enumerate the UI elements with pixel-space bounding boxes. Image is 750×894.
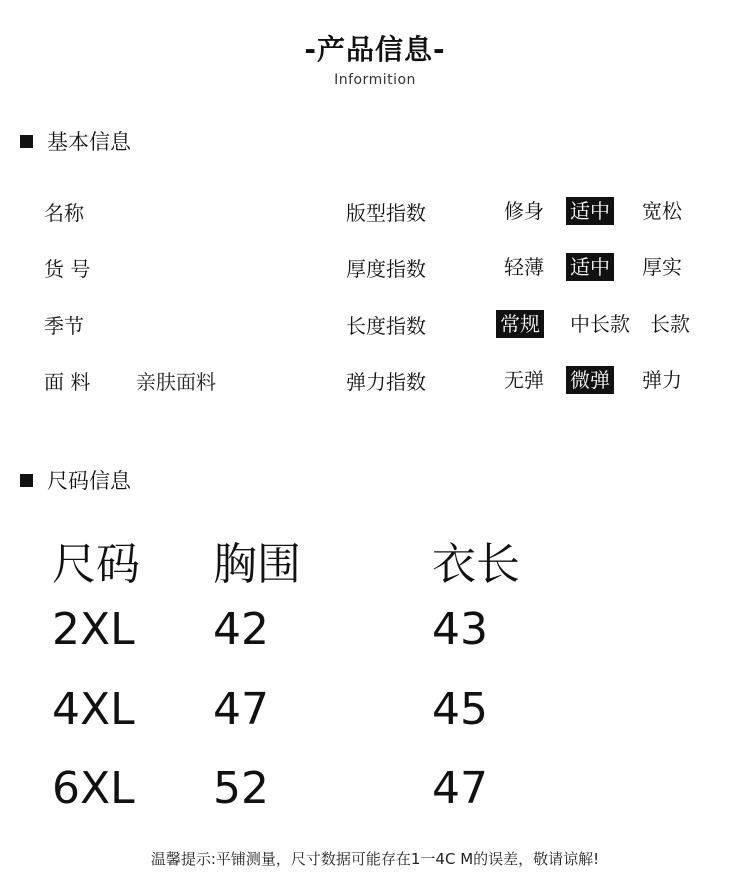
- index-label: 版型指数: [346, 201, 426, 225]
- size-cell: 4XL: [52, 684, 135, 735]
- chest-cell: 42: [213, 604, 269, 655]
- page-title: -产品信息-: [304, 33, 446, 66]
- chest-column-header: 胸围: [213, 539, 301, 590]
- index-option: 轻薄: [504, 255, 544, 279]
- index-label: 弹力指数: [346, 370, 426, 394]
- length-cell: 43: [432, 604, 488, 655]
- table-row: [0, 604, 750, 664]
- basic-row-sku: [0, 253, 750, 283]
- index-label: 厚度指数: [346, 257, 426, 281]
- index-option: 无弹: [504, 368, 544, 392]
- size-info-heading: [20, 465, 131, 495]
- index-option-selected: 常规: [496, 310, 544, 338]
- index-option-selected: 适中: [566, 253, 614, 281]
- index-option-selected: 适中: [566, 197, 614, 225]
- index-option: 弹力: [642, 368, 682, 392]
- basic-key: 面 料: [44, 370, 91, 394]
- size-column-header: 尺码: [52, 539, 140, 590]
- basic-row-season: [0, 310, 750, 340]
- index-option: 修身: [504, 199, 544, 223]
- basic-info-label: 基本信息: [47, 130, 131, 154]
- basic-key: 货 号: [44, 257, 91, 281]
- square-bullet-icon: [20, 135, 33, 148]
- index-option: 厚实: [642, 255, 682, 279]
- size-table-header: [0, 528, 750, 588]
- chest-cell: 52: [213, 763, 269, 814]
- length-cell: 45: [432, 684, 488, 735]
- index-label: 长度指数: [346, 314, 426, 338]
- size-info-label: 尺码信息: [47, 469, 131, 493]
- basic-key: 名称: [44, 201, 84, 225]
- page-subtitle: Informition: [334, 72, 416, 88]
- header: [0, 28, 750, 88]
- square-bullet-icon: [20, 474, 33, 487]
- chest-cell: 47: [213, 684, 269, 735]
- index-option-selected: 微弹: [566, 366, 614, 394]
- length-cell: 47: [432, 763, 488, 814]
- basic-value: 亲肤面料: [136, 370, 216, 394]
- index-option: 中长款: [570, 312, 630, 336]
- basic-row-fabric: [0, 366, 750, 396]
- measurement-note: 温馨提示:平铺测量，尺寸数据可能存在1一4C M的误差，敬请谅解!: [150, 850, 600, 868]
- size-cell: 6XL: [52, 763, 135, 814]
- basic-key: 季节: [44, 314, 84, 338]
- basic-row-name: [0, 197, 750, 227]
- table-row: [0, 763, 750, 823]
- table-row: [0, 684, 750, 744]
- index-option: 长款: [650, 312, 690, 336]
- length-column-header: 衣长: [432, 539, 520, 590]
- size-cell: 2XL: [52, 604, 135, 655]
- index-option: 宽松: [642, 199, 682, 223]
- basic-info-heading: [20, 126, 131, 156]
